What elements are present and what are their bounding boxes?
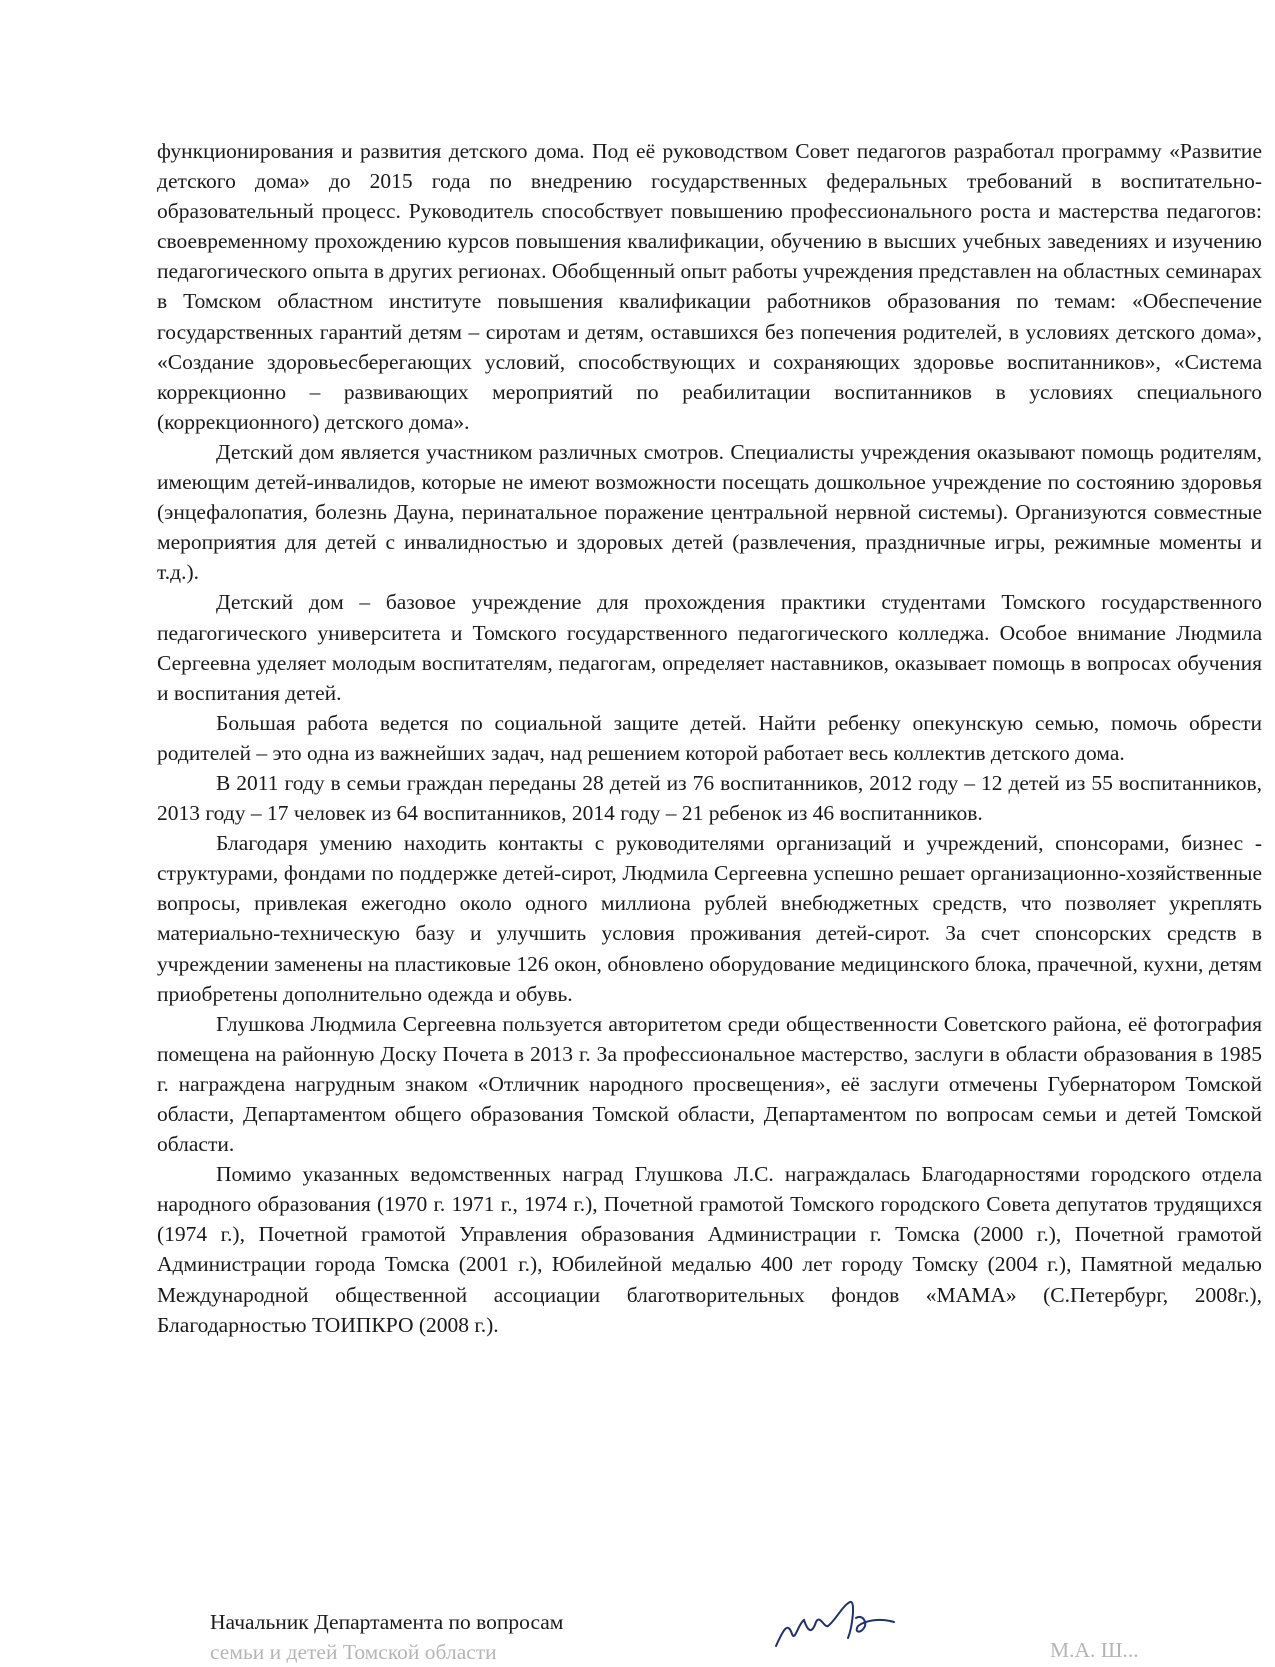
- paragraph-3: Детский дом – базовое учреждение для прохождения практики студентами Томского государственного педагогического университета и Томского государственного педагогического колледжа. Особое внимание Людмила Сергеевна уделяет молодым воспитателям, педагогам, определяет наставников, оказывает помощь в вопросах обучения и воспитания детей.: [157, 590, 1262, 705]
- paragraph-4: Большая работа ведется по социальной защите детей. Найти ребенку опекунскую семью, помочь обрести родителей – это одна из важнейших задач, над решением которой работает весь коллектив детского дома.: [157, 710, 1262, 765]
- signatory-position-line-1: Начальник Департамента по вопросам: [210, 1610, 564, 1634]
- paragraph-6: Благодаря умению находить контакты с руководителями организаций и учреждений, спонсорами, бизнес - структурами, фондами по поддержке детей-сирот, Людмила Сергеевна успешно решает организационно-хозяйственные вопросы, привлекая ежегодно около одного миллиона рублей внебюджетных средств, что позволяет укреплять материально-техническую базу и улучшить условия проживания детей-сирот. За счет спонсорских средств в учреждении заменены на пластиковые 126 окон, обновлено оборудование медицинского блока, прачечной, кухни, детям приобретены дополнительно одежда и обувь.: [157, 831, 1262, 1006]
- paragraph-5: В 2011 году в семьи граждан переданы 28 детей из 76 воспитанников, 2012 году – 12 детей из 55 воспитанников, 2013 году – 17 человек из 64 воспитанников, 2014 году – 21 ребенок из 46 воспитанников.: [157, 770, 1262, 826]
- document-body: [157, 136, 1262, 1340]
- signatory-position-line-2: семьи и детей Томской области: [210, 1640, 497, 1664]
- handwritten-signature: [770, 1598, 940, 1650]
- signatory-name: М.А. Ш...: [1050, 1638, 1139, 1662]
- signatory-position: [210, 1607, 563, 1667]
- paragraph-8: Помимо указанных ведомственных наград Глушкова Л.С. награждалась Благодарностями городского отдела народного образования (1970 г. 1971 г., 1974 г.), Почетной грамотой Томского городского Совета депутатов трудящихся (1974 г.), Почетной грамотой Управления образования Администрации г. Томска (2000 г.), Почетной грамотой Администрации города Томска (2001 г.), Юбилейной медалью 400 лет городу Томску (2004 г.), Памятной медалью Международной общественной ассоциации благотворительных фондов «МАМА» (С.Петербург, 2008г.), Благодарностью ТОИПКРО (2008 г.).: [157, 1162, 1262, 1337]
- paragraph-7: Глушкова Людмила Сергеевна пользуется авторитетом среди общественности Советского района, её фотография помещена на районную Доску Почета в 2013 г. За профессиональное мастерство, заслуги в области образования в 1985 г. награждена нагрудным знаком «Отличник народного просвещения», её заслуги отмечены Губернатором Томской области, Департаментом общего образования Томской области, Департаментом по вопросам семьи и детей Томской области.: [157, 1011, 1262, 1157]
- paragraph-2: Детский дом является участником различных смотров. Специалисты учреждения оказывают помощь родителям, имеющим детей-инвалидов, которые не имеют возможности посещать дошкольное учреждение по состоянию здоровья (энцефалопатия, болезнь Дауна, перинатальное поражение центральной нервной системы). Организуются совместные мероприятия для детей с инвалидностью и здоровых детей (развлечения, праздничные игры, режимные моменты и т.д.).: [157, 439, 1262, 585]
- paragraph-1: функционирования и развития детского дома. Под её руководством Совет педагогов разработал программу «Развитие детского дома» до 2015 года по внедрению государственных федеральных требований в воспитательно-образовательный процесс. Руководитель способствует повышению профессионального роста и мастерства педагогов: своевременному прохождению курсов повышения квалификации, обучению в высших учебных заведениях и изучению педагогического опыта в других регионах. Обобщенный опыт работы учреждения представлен на областных семинарах в Томском областном институте повышения квалификации работников образования по темам: «Обеспечение государственных гарантий детям – сиротам и детям, оставшихся без попечения родителей, в условиях детского дома», «Создание здоровьесберегающих условий, способствующих и сохраняющих здоровье воспитанников», «Система коррекционно – развивающих мероприятий по реабилитации воспитанников в условиях специального (коррекционного) детского дома».: [157, 139, 1262, 434]
